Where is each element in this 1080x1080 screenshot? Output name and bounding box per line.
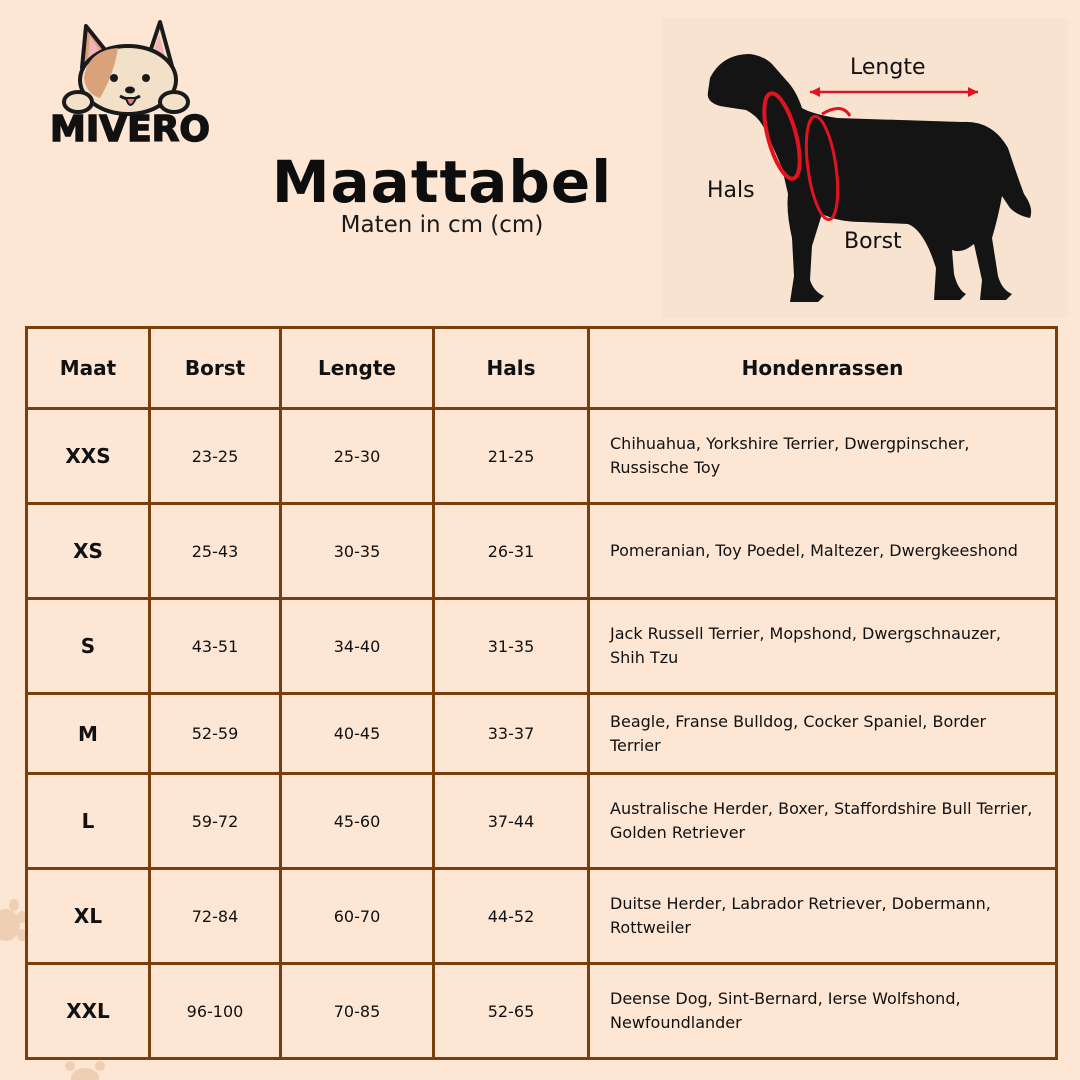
neck-cell: 52-65 <box>434 964 589 1059</box>
length-cell: 34-40 <box>281 599 434 694</box>
size-table <box>25 326 1058 1060</box>
chest-cell: 96-100 <box>150 964 281 1059</box>
size-cell: XL <box>27 869 150 964</box>
chest-cell: 72-84 <box>150 869 281 964</box>
table-row <box>27 504 1057 599</box>
size-cell: XXS <box>27 409 150 504</box>
page-title: Maattabel <box>271 148 613 216</box>
neck-cell: 21-25 <box>434 409 589 504</box>
breeds-cell: Jack Russell Terrier, Mopshond, Dwergschnauzer, Shih Tzu <box>589 599 1057 694</box>
breeds-cell: Deense Dog, Sint-Bernard, Ierse Wolfshond, Newfoundlander <box>589 964 1057 1059</box>
size-cell: XS <box>27 504 150 599</box>
neck-cell: 33-37 <box>434 694 589 774</box>
table-row <box>27 409 1057 504</box>
brand-wordmark: MIVERO <box>50 109 210 148</box>
chest-cell: 52-59 <box>150 694 281 774</box>
length-cell: 40-45 <box>281 694 434 774</box>
table-row <box>27 869 1057 964</box>
chest-cell: 23-25 <box>150 409 281 504</box>
column-header-size: Maat <box>27 328 150 409</box>
paw-print-icon <box>60 1058 110 1080</box>
neck-label: Hals <box>707 178 755 203</box>
length-cell: 60-70 <box>281 869 434 964</box>
chest-label: Borst <box>844 229 902 254</box>
length-label: Lengte <box>850 55 926 80</box>
size-cell: M <box>27 694 150 774</box>
dog-mascot-icon <box>48 18 213 148</box>
table-row <box>27 599 1057 694</box>
table-row <box>27 774 1057 869</box>
brand-logo <box>48 18 213 148</box>
size-cell: XXL <box>27 964 150 1059</box>
length-cell: 25-30 <box>281 409 434 504</box>
chest-cell: 43-51 <box>150 599 281 694</box>
neck-cell: 37-44 <box>434 774 589 869</box>
table-row <box>27 964 1057 1059</box>
neck-cell: 44-52 <box>434 869 589 964</box>
breeds-cell: Pomeranian, Toy Poedel, Maltezer, Dwergkeeshond <box>589 504 1057 599</box>
size-cell: S <box>27 599 150 694</box>
column-header-chest: Borst <box>150 328 281 409</box>
breeds-cell: Beagle, Franse Bulldog, Cocker Spaniel, Border Terrier <box>589 694 1057 774</box>
measurement-diagram <box>662 18 1068 318</box>
neck-cell: 31-35 <box>434 599 589 694</box>
breeds-cell: Australische Herder, Boxer, Staffordshire Bull Terrier, Golden Retriever <box>589 774 1057 869</box>
length-cell: 45-60 <box>281 774 434 869</box>
breeds-cell: Duitse Herder, Labrador Retriever, Dobermann, Rottweiler <box>589 869 1057 964</box>
neck-cell: 26-31 <box>434 504 589 599</box>
table-row <box>27 694 1057 774</box>
table-header-row <box>27 328 1057 409</box>
column-header-breeds: Hondenrassen <box>589 328 1057 409</box>
chest-cell: 25-43 <box>150 504 281 599</box>
chest-cell: 59-72 <box>150 774 281 869</box>
column-header-length: Lengte <box>281 328 434 409</box>
length-cell: 70-85 <box>281 964 434 1059</box>
length-cell: 30-35 <box>281 504 434 599</box>
column-header-neck: Hals <box>434 328 589 409</box>
breeds-cell: Chihuahua, Yorkshire Terrier, Dwergpinscher, Russische Toy <box>589 409 1057 504</box>
page-subtitle: Maten in cm (cm) <box>340 212 544 238</box>
size-cell: L <box>27 774 150 869</box>
